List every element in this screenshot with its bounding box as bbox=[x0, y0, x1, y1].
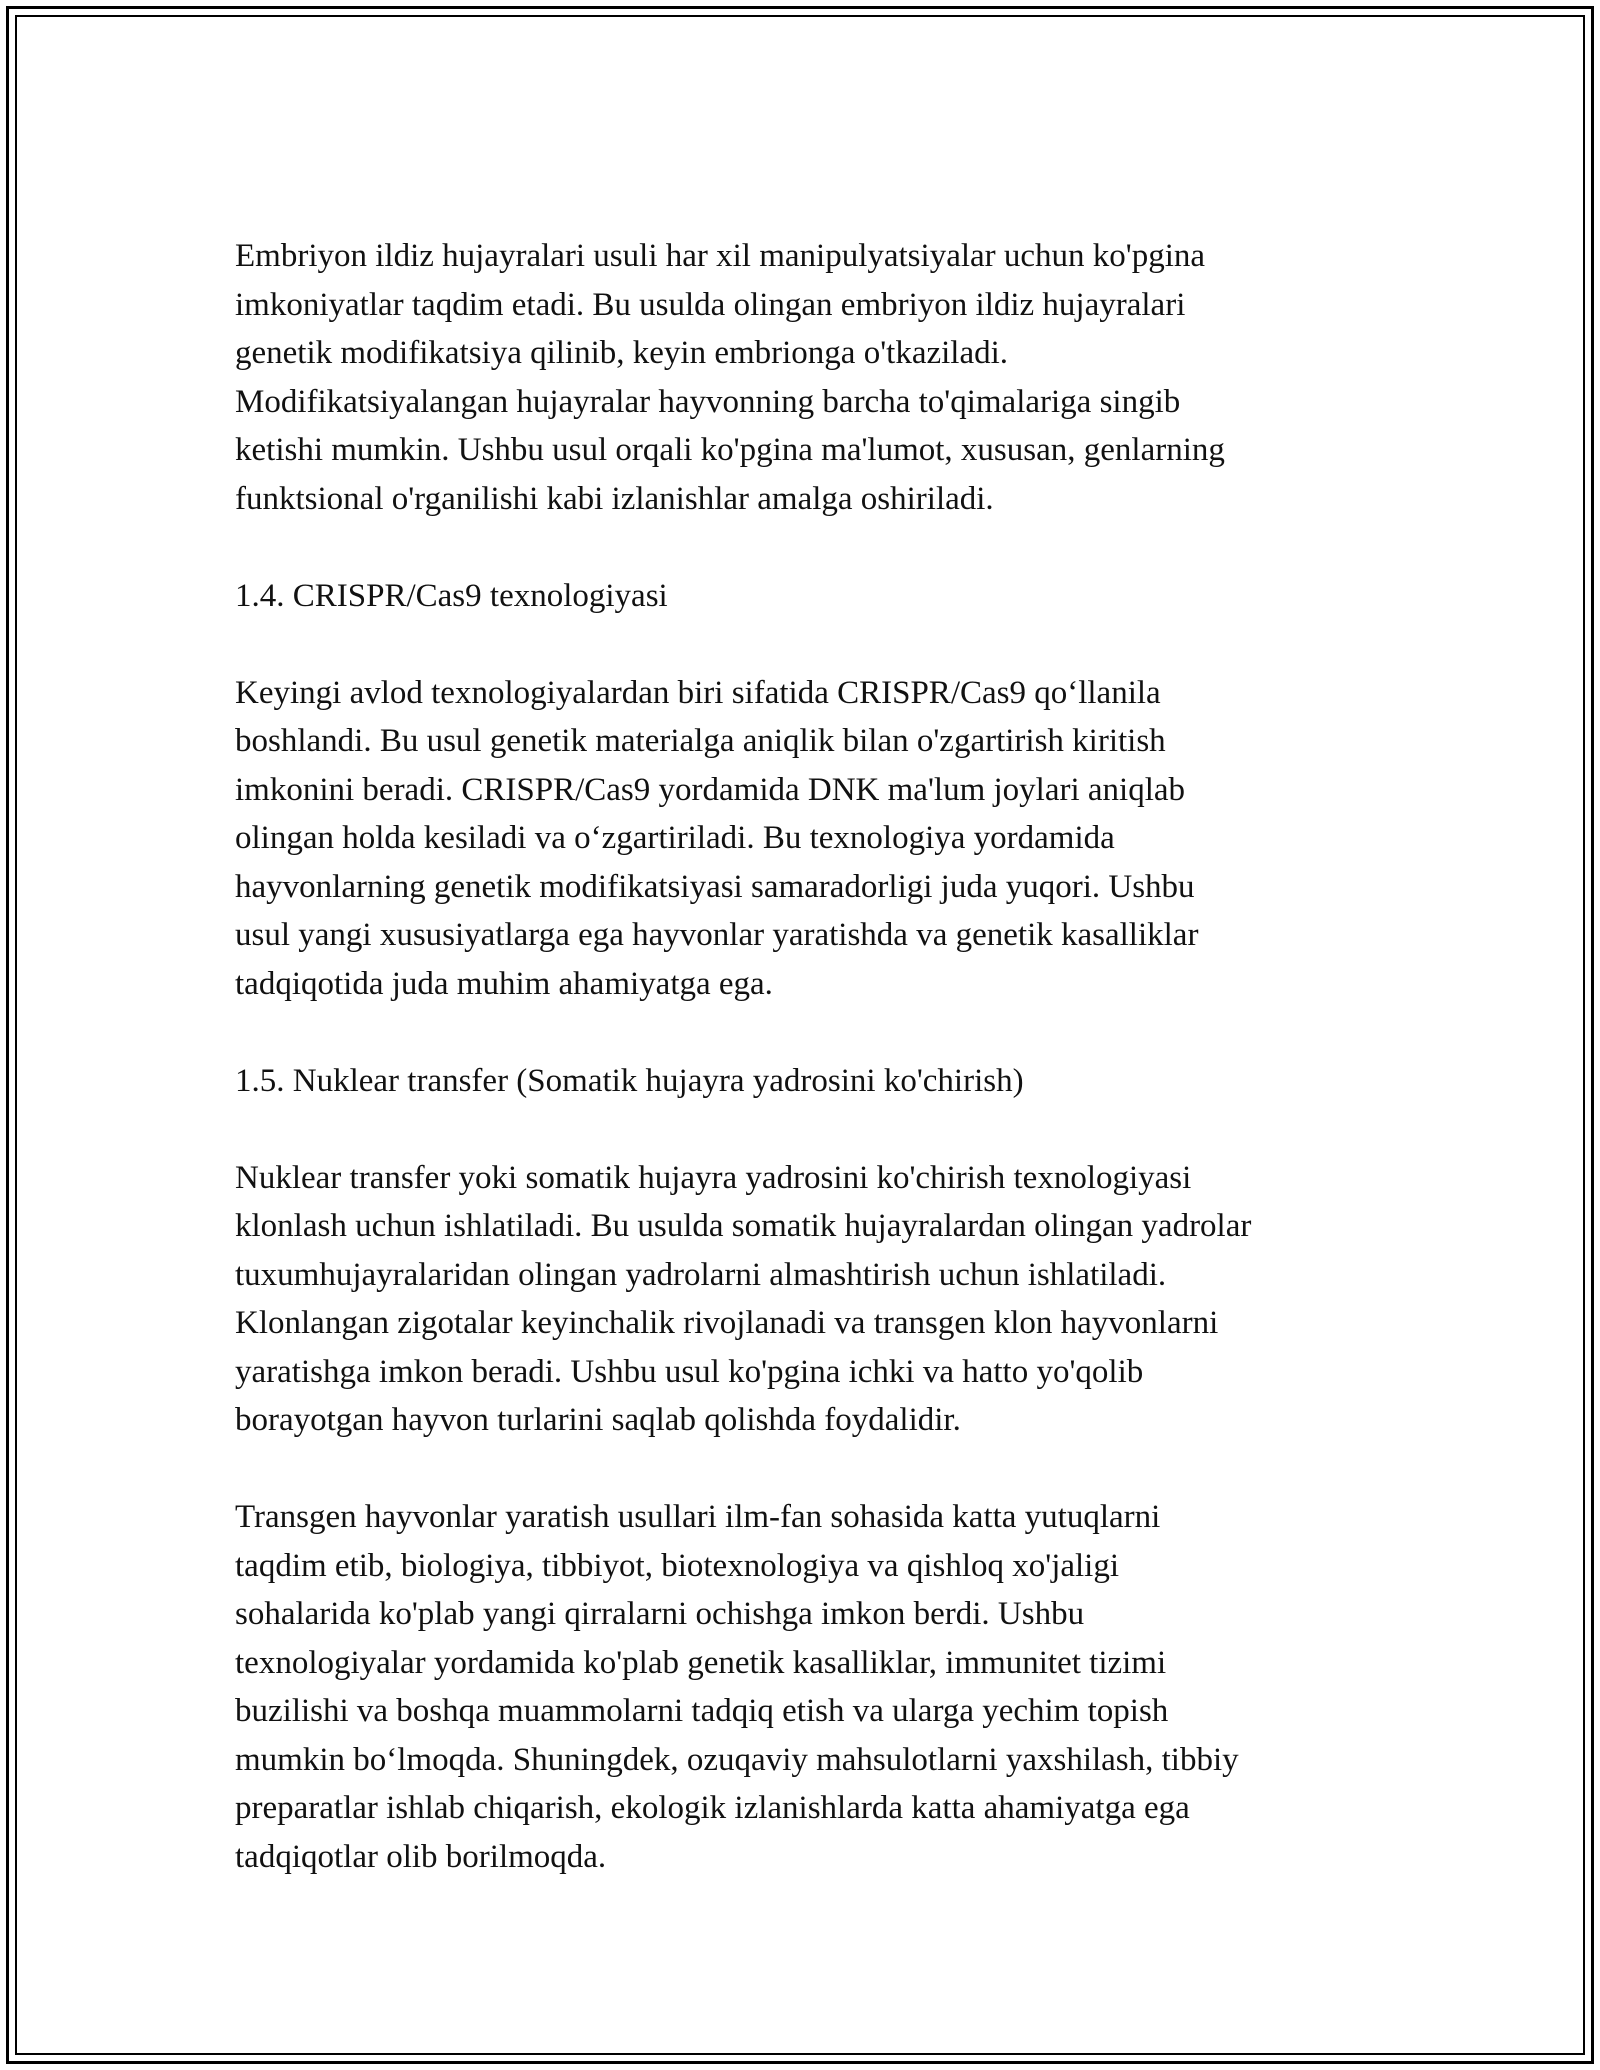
text-line: genetik modifikatsiya qilinib, keyin embrionga o'tkaziladi. bbox=[235, 335, 1009, 371]
text-line: imkoniyatlar taqdim etadi. Bu usulda olingan embriyon ildiz hujayralari bbox=[235, 286, 1186, 323]
text-line: olingan holda kesiladi va o‘zgartiriladi. Bu texnologiya yordamida bbox=[235, 820, 1115, 856]
text-line: Klonlangan zigotalar keyinchalik rivojlanadi va transgen klon hayvonlarni bbox=[235, 1305, 1219, 1341]
text-line: mumkin bo‘lmoqda. Shuningdek, ozuqaviy mahsulotlarni yaxshilash, tibbiy bbox=[235, 1741, 1239, 1778]
paragraph-conclusion bbox=[235, 1493, 1385, 1881]
text-line: Embriyon ildiz hujayralari usuli har xil manipulyatsiyalar uchun ko'pgina bbox=[235, 238, 1206, 274]
text-line: boshlandi. Bu usul genetik materialga aniqlik bilan o'zgartirish kiritish bbox=[235, 723, 1166, 759]
text-line: borayotgan hayvon turlarini saqlab qolishda foydalidir. bbox=[235, 1402, 961, 1438]
text-line: sohalarida ko'plab yangi qirralarni ochishga imkon berdi. Ushbu bbox=[235, 1596, 1085, 1632]
text-line: usul yangi xususiyatlarga ega hayvonlar yaratishda va genetik kasalliklar bbox=[235, 917, 1199, 953]
text-line: tuxumhujayralaridan olingan yadrolarni almashtirish uchun ishlatiladi. bbox=[235, 1256, 1167, 1293]
text-line: ketishi mumkin. Ushbu usul orqali ko'pgina ma'lumot, xususan, genlarning bbox=[235, 432, 1225, 468]
text-line: klonlash uchun ishlatiladi. Bu usulda somatik hujayralardan olingan yadrolar bbox=[235, 1208, 1252, 1244]
text-line: funktsional o'rganilishi kabi izlanishlar amalga oshiriladi. bbox=[235, 480, 994, 517]
text-line: texnologiyalar yordamida ko'plab genetik kasalliklar, immunitet tizimi bbox=[235, 1644, 1167, 1681]
text-line: Keyingi avlod texnologiyalardan biri sifatida CRISPR/Cas9 qo‘llanila bbox=[235, 674, 1161, 711]
text-line: preparatlar ishlab chiqarish, ekologik izlanishlarda katta ahamiyatga ega bbox=[235, 1790, 1190, 1826]
heading-text: 1.4. CRISPR/Cas9 texnologiyasi bbox=[235, 577, 668, 614]
text-line: tadqiqotida juda muhim ahamiyatga ega. bbox=[235, 965, 773, 1002]
text-line: Nuklear transfer yoki somatik hujayra yadrosini ko'chirish texnologiyasi bbox=[235, 1159, 1192, 1196]
text-line: hayvonlarning genetik modifikatsiyasi samaradorligi juda yuqori. Ushbu bbox=[235, 868, 1195, 905]
section-heading-nuclear-transfer bbox=[235, 1057, 1385, 1106]
section-heading-crispr bbox=[235, 572, 1385, 621]
text-line: Modifikatsiyalangan hujayralar hayvonning barcha to'qimalariga singib bbox=[235, 383, 1181, 420]
text-line: yaratishga imkon beradi. Ushbu usul ko'pgina ichki va hatto yo'qolib bbox=[235, 1353, 1144, 1390]
text-line: taqdim etib, biologiya, tibbiyot, biotexnologiya va qishloq xo'jaligi bbox=[235, 1547, 1120, 1584]
paragraph-crispr bbox=[235, 669, 1385, 1009]
paragraph-embryonic-stem-cells bbox=[235, 232, 1385, 523]
text-line: buzilishi va boshqa muammolarni tadqiq etish va ularga yechim topish bbox=[235, 1693, 1169, 1729]
text-line: tadqiqotlar olib borilmoqda. bbox=[235, 1838, 607, 1875]
paragraph-nuclear-transfer bbox=[235, 1154, 1385, 1445]
document-body bbox=[235, 232, 1385, 1881]
heading-text: 1.5. Nuklear transfer (Somatik hujayra yadrosini ko'chirish) bbox=[235, 1062, 1024, 1099]
text-line: imkonini beradi. CRISPR/Cas9 yordamida DNK ma'lum joylari aniqlab bbox=[235, 771, 1186, 808]
text-line: Transgen hayvonlar yaratish usullari ilm-fan sohasida katta yutuqlarni bbox=[235, 1499, 1161, 1535]
